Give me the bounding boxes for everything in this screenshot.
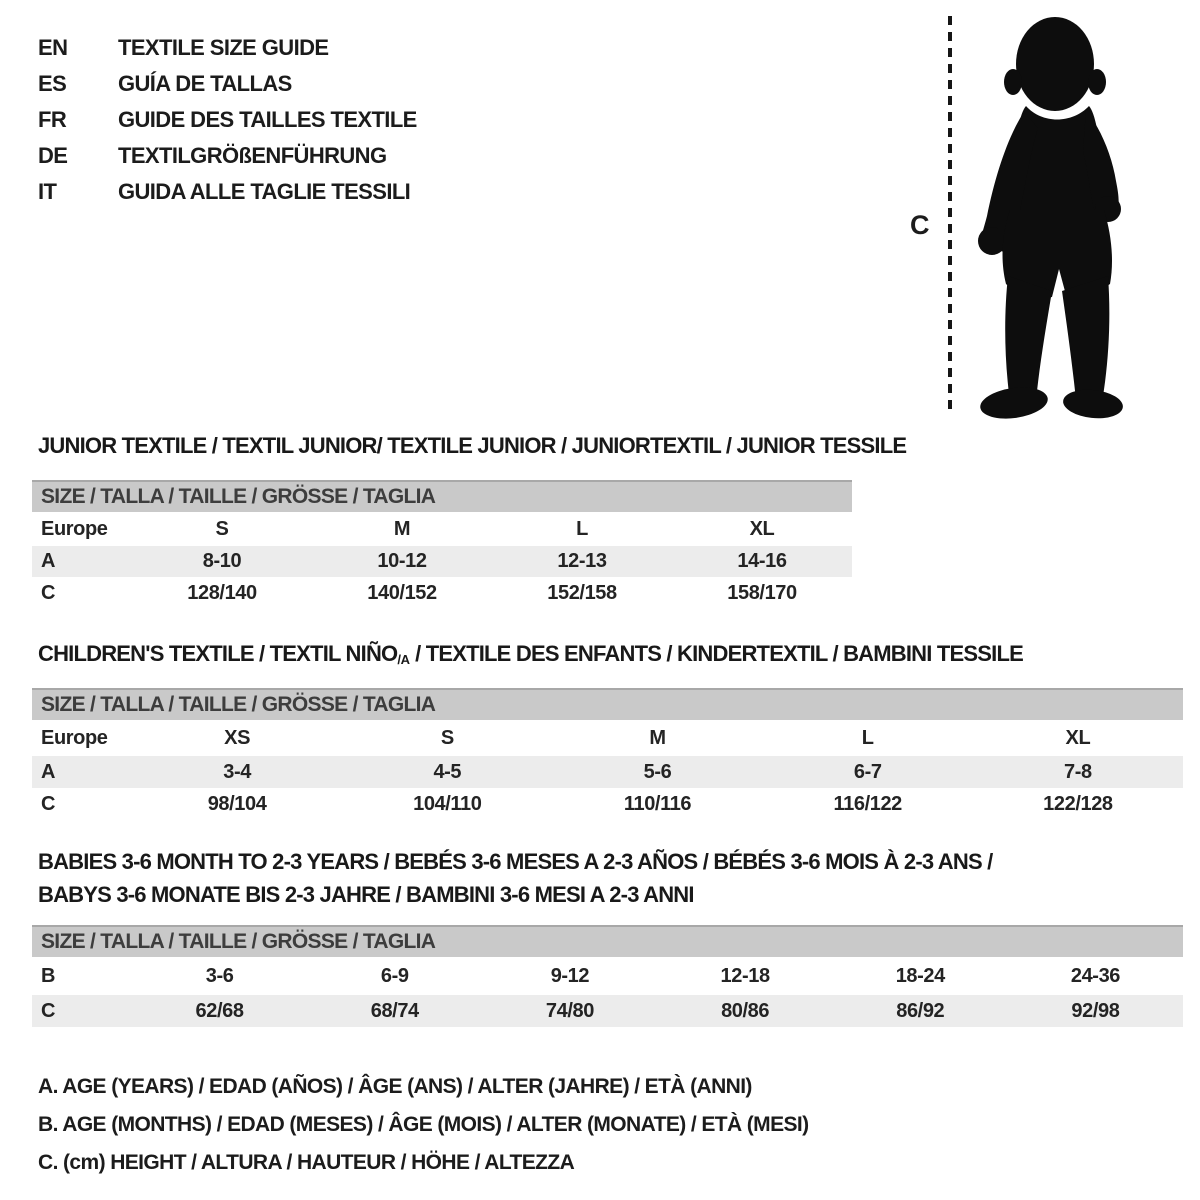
row-label: A xyxy=(41,760,56,783)
baby-silhouette-icon xyxy=(962,12,1148,422)
size-header-bar xyxy=(32,688,1183,720)
table-cell: 3-6 xyxy=(205,964,234,987)
note-height-cm: C. (cm) HEIGHT / ALTURA / HAUTEUR / HÖHE / ALTEZZA xyxy=(38,1151,575,1174)
row-label: B xyxy=(41,964,56,987)
column-header-size: S xyxy=(215,517,229,540)
table-cell: 74/80 xyxy=(545,999,594,1022)
table-cell: 8-10 xyxy=(202,550,242,572)
language-title: GUÍA DE TALLAS xyxy=(118,71,292,96)
table-cell: 86/92 xyxy=(896,999,945,1022)
table-cell: 116/122 xyxy=(833,792,902,815)
language-list xyxy=(38,30,417,210)
column-header-size: L xyxy=(861,726,874,749)
language-row-en xyxy=(38,30,417,66)
table-cell: 128/140 xyxy=(187,581,257,604)
junior-row-age xyxy=(32,546,852,577)
table-cell: 68/74 xyxy=(370,999,419,1022)
babies-section-heading-line1: BABIES 3-6 MONTH TO 2-3 YEARS / BEBÉS 3-6 MESES A 2-3 AÑOS / BÉBÉS 3-6 MOIS À 2-3 ANS / xyxy=(38,849,993,874)
junior-row-height xyxy=(32,577,852,609)
children-row-age xyxy=(32,756,1183,788)
language-code: IT xyxy=(38,179,57,204)
table-cell: 4-5 xyxy=(433,760,462,783)
table-cell: 80/86 xyxy=(721,999,770,1022)
table-cell: 62/68 xyxy=(195,999,244,1022)
junior-section-heading: JUNIOR TEXTILE / TEXTIL JUNIOR/ TEXTILE JUNIOR / JUNIORTEXTIL / JUNIOR TESSILE xyxy=(38,433,907,458)
height-dashed-line xyxy=(948,16,952,416)
column-header-europe: Europe xyxy=(41,726,108,749)
table-cell: 5-6 xyxy=(643,760,672,783)
column-header-size: L xyxy=(576,517,588,540)
babies-size-table xyxy=(32,925,1183,1027)
table-cell: 7-8 xyxy=(1064,760,1092,783)
junior-column-header-row xyxy=(32,512,852,546)
table-cell: 140/152 xyxy=(367,581,437,604)
column-header-size: M xyxy=(649,726,666,749)
language-title: GUIDE DES TAILLES TEXTILE xyxy=(118,107,417,132)
language-title: TEXTILE SIZE GUIDE xyxy=(118,35,329,60)
height-measure-label: C xyxy=(910,210,929,240)
table-cell: 92/98 xyxy=(1071,999,1120,1022)
table-cell: 18-24 xyxy=(895,964,945,987)
row-label: C xyxy=(41,792,56,815)
language-title: TEXTILGRÖßENFÜHRUNG xyxy=(118,143,387,168)
table-cell: 6-7 xyxy=(853,760,882,783)
table-cell: 6-9 xyxy=(380,964,409,987)
column-header-size: XL xyxy=(749,517,775,540)
table-cell: 158/170 xyxy=(727,581,797,604)
row-label: C xyxy=(41,999,56,1022)
table-cell: 104/110 xyxy=(413,792,482,815)
row-label: C xyxy=(41,581,56,604)
size-header-bar xyxy=(32,480,852,512)
babies-row-height xyxy=(32,995,1183,1027)
table-cell: 10-12 xyxy=(377,550,427,572)
note-age-months: B. AGE (MONTHS) / EDAD (MESES) / ÂGE (MOIS) / ALTER (MONATE) / ETÀ (MESI) xyxy=(38,1113,809,1136)
legend-notes xyxy=(38,1068,809,1182)
children-size-table xyxy=(32,688,1183,820)
junior-size-table xyxy=(32,480,852,609)
table-cell: 9-12 xyxy=(550,964,590,987)
size-header-label: SIZE / TALLA / TAILLE / GRÖSSE / TAGLIA xyxy=(41,693,436,716)
language-title: GUIDA ALLE TAGLIE TESSILI xyxy=(118,179,411,204)
column-header-size: S xyxy=(440,726,454,749)
language-code: ES xyxy=(38,71,67,96)
size-header-label: SIZE / TALLA / TAILLE / GRÖSSE / TAGLIA xyxy=(41,485,436,508)
column-header-size: XL xyxy=(1065,726,1091,749)
table-cell: 3-4 xyxy=(223,760,251,783)
column-header-size: XS xyxy=(224,726,251,749)
babies-section-heading-line2: BABYS 3-6 MONATE BIS 2-3 JAHRE / BAMBINI 3-6 MESI A 2-3 ANNI xyxy=(38,882,694,907)
column-header-size: M xyxy=(393,517,411,540)
children-row-height xyxy=(32,788,1183,820)
language-code: FR xyxy=(38,107,67,132)
column-header-europe: Europe xyxy=(41,517,108,540)
table-cell: 24-36 xyxy=(1070,964,1121,987)
language-row-fr xyxy=(38,102,417,138)
table-cell: 98/104 xyxy=(207,792,267,815)
children-section-heading xyxy=(38,641,1023,667)
language-row-de xyxy=(38,138,417,174)
table-cell: 14-16 xyxy=(737,550,787,572)
size-header-label: SIZE / TALLA / TAILLE / GRÖSSE / TAGLIA xyxy=(41,930,436,953)
language-row-it xyxy=(38,174,417,210)
size-header-bar xyxy=(32,925,1183,957)
language-code: DE xyxy=(38,143,68,168)
table-cell: 122/128 xyxy=(1043,792,1113,815)
language-code: EN xyxy=(38,35,68,60)
table-cell: 152/158 xyxy=(547,581,617,604)
children-column-header-row xyxy=(32,720,1183,756)
children-heading-subscript: /A xyxy=(397,652,410,667)
table-cell: 110/116 xyxy=(623,792,692,815)
note-age-years: A. AGE (YEARS) / EDAD (AÑOS) / ÂGE (ANS) / ALTER (JAHRE) / ETÀ (ANNI) xyxy=(38,1075,752,1098)
table-cell: 12-18 xyxy=(720,964,770,987)
language-row-es xyxy=(38,66,417,102)
children-heading-text: CHILDREN'S TEXTILE / TEXTIL NIÑO xyxy=(38,641,398,666)
table-cell: 12-13 xyxy=(557,550,607,572)
children-heading-text: / TEXTILE DES ENFANTS / KINDERTEXTIL / BAMBINI TESSILE xyxy=(409,641,1023,666)
babies-row-months xyxy=(32,957,1183,995)
row-label: A xyxy=(41,550,56,572)
